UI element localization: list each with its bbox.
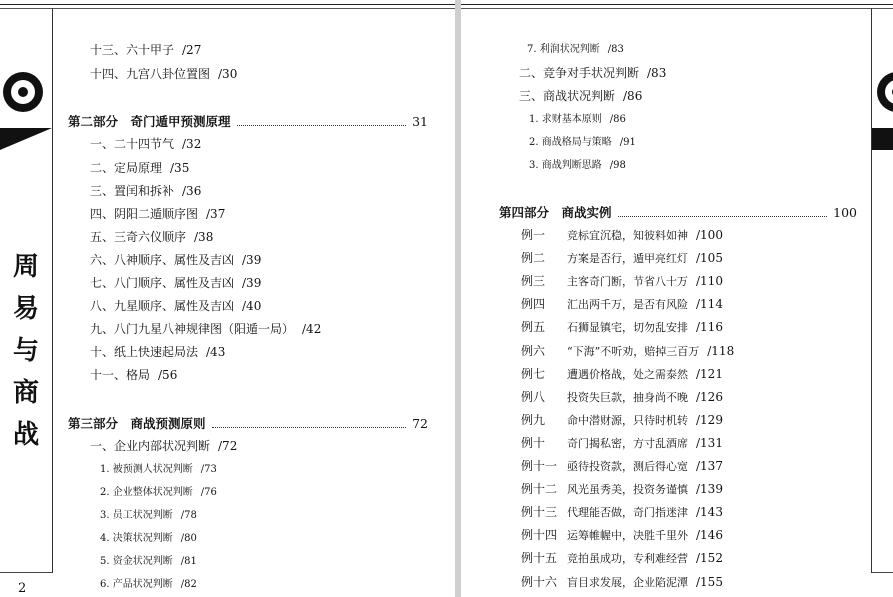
toc-entry: 七、八门顺序、属性及吉凶 /39 xyxy=(90,276,262,290)
margin-wedge xyxy=(0,128,52,150)
toc-example-entry: 例六 “下海”不听劝，赔掉三百万 /118 xyxy=(521,343,735,358)
toc-example-entry: 例十 奇门揭私密，方寸乱酒席 /131 xyxy=(521,435,723,450)
toc-subentry: 2. 商战格局与策略 /91 xyxy=(529,137,636,148)
toc-entry: 十三、六十甲子 /27 xyxy=(90,43,202,57)
toc-subentry: 5. 资金状况判断 /81 xyxy=(100,556,197,567)
toc-entry: 十四、九宫八卦位置图 /30 xyxy=(90,67,238,81)
toc-subentry: 6. 产品状况判断 /82 xyxy=(100,579,197,590)
title-char: 战 xyxy=(12,420,39,450)
toc-subentry: 3. 商战判断思路 /98 xyxy=(529,160,626,171)
top-rule-thin xyxy=(461,8,893,9)
toc-entry: 八、九星顺序、属性及吉凶 /40 xyxy=(90,299,262,313)
dragon-emblem-icon xyxy=(3,72,43,112)
toc-entry: 三、置闰和拆补 /36 xyxy=(90,184,202,198)
toc-part-heading: 第二部分 奇门遁甲预测原理 31 xyxy=(68,113,428,129)
toc-entry: 十、纸上快速起局法 /43 xyxy=(90,345,226,359)
toc-example-entry: 例十一 亟待投资款，测后得心宽 /137 xyxy=(521,459,723,473)
toc-example-entry: 例十六 盲目求发展，企业陷泥潭 /155 xyxy=(521,574,723,589)
toc-example-entry: 例十二 风光虽秀美，投资务谨慎 /139 xyxy=(521,482,723,497)
toc-subentry: 2. 企业整体状况判断 /76 xyxy=(100,487,217,498)
top-rule xyxy=(0,4,455,5)
toc-part-heading: 第三部分 商战预测原则 72 xyxy=(68,415,428,431)
toc-entry: 五、三奇六仪顺序 /38 xyxy=(90,230,214,244)
toc-entry: 四、阴阳二遁顺序图 /37 xyxy=(90,207,226,221)
toc-entry: 十一、格局 /56 xyxy=(90,368,178,382)
right-page xyxy=(461,0,893,597)
toc-example-entry: 例四 汇出两千万，是否有风险 /114 xyxy=(521,297,723,312)
toc-example-entry: 例一 竞标宜沉稳，知彼料如神 /100 xyxy=(521,228,723,242)
title-char: 与 xyxy=(12,336,39,366)
toc-example-entry: 例二 方案是否行，遁甲亮红灯 /105 xyxy=(521,251,723,266)
toc-entry: 九、八门九星八神规律图（阳遁一局） /42 xyxy=(90,322,322,336)
toc-subentry: 1. 被预测人状况判断 /73 xyxy=(100,464,217,475)
toc-entry: 一、二十四节气 /32 xyxy=(90,137,202,151)
margin-rule xyxy=(871,8,872,573)
toc-subentry: 1. 求财基本原则 /86 xyxy=(529,114,626,125)
toc-part-heading: 第四部分 商战实例 100 xyxy=(499,204,857,220)
margin-wedge xyxy=(872,128,893,150)
title-char: 周 xyxy=(12,252,39,282)
vertical-book-title xyxy=(8,246,44,456)
toc-subentry: 3. 员工状况判断 /78 xyxy=(100,510,197,521)
toc-entry: 三、商战状况判断 /86 xyxy=(519,89,643,103)
toc-example-entry: 例八 投资失巨款，抽身尚不晚 /126 xyxy=(521,389,723,404)
toc-subentry: 7. 利润状况判断 /83 xyxy=(527,44,624,55)
dragon-emblem-icon xyxy=(877,72,893,112)
toc-example-entry: 例十五 竞拍虽成功，专利难经营 /152 xyxy=(521,551,723,566)
toc-example-entry: 例九 命中潜财源，只待时机转 /129 xyxy=(521,412,723,427)
toc-example-entry: 例三 主客奇门断，节省八十万 /110 xyxy=(521,274,723,289)
bottom-rule xyxy=(0,572,52,573)
bottom-rule xyxy=(872,572,893,573)
left-margin-band xyxy=(0,0,52,597)
toc-subentry: 4. 决策状况判断 /80 xyxy=(100,533,197,544)
title-char: 商 xyxy=(12,378,39,408)
top-rule-thin xyxy=(0,8,455,9)
toc-entry: 六、八神顺序、属性及吉凶 /39 xyxy=(90,253,262,267)
margin-rule xyxy=(52,8,53,573)
toc-example-entry: 例十四 运筹帷幄中，决胜千里外 /146 xyxy=(521,528,723,543)
title-char: 易 xyxy=(12,294,39,324)
toc-example-entry: 例十三 代理能否做，奇门指迷津 /143 xyxy=(521,505,723,520)
top-rule xyxy=(461,4,893,5)
page-number: 2 xyxy=(18,581,27,596)
toc-example-entry: 例七 遭遇价格战，处之需泰然 /121 xyxy=(521,366,723,381)
toc-example-entry: 例五 石狮显镇宅，切勿乱安排 /116 xyxy=(521,320,723,335)
toc-entry: 二、竞争对手状况判断 /83 xyxy=(519,66,667,80)
toc-entry: 一、企业内部状况判断 /72 xyxy=(90,439,238,453)
toc-entry: 二、定局原理 /35 xyxy=(90,161,190,175)
